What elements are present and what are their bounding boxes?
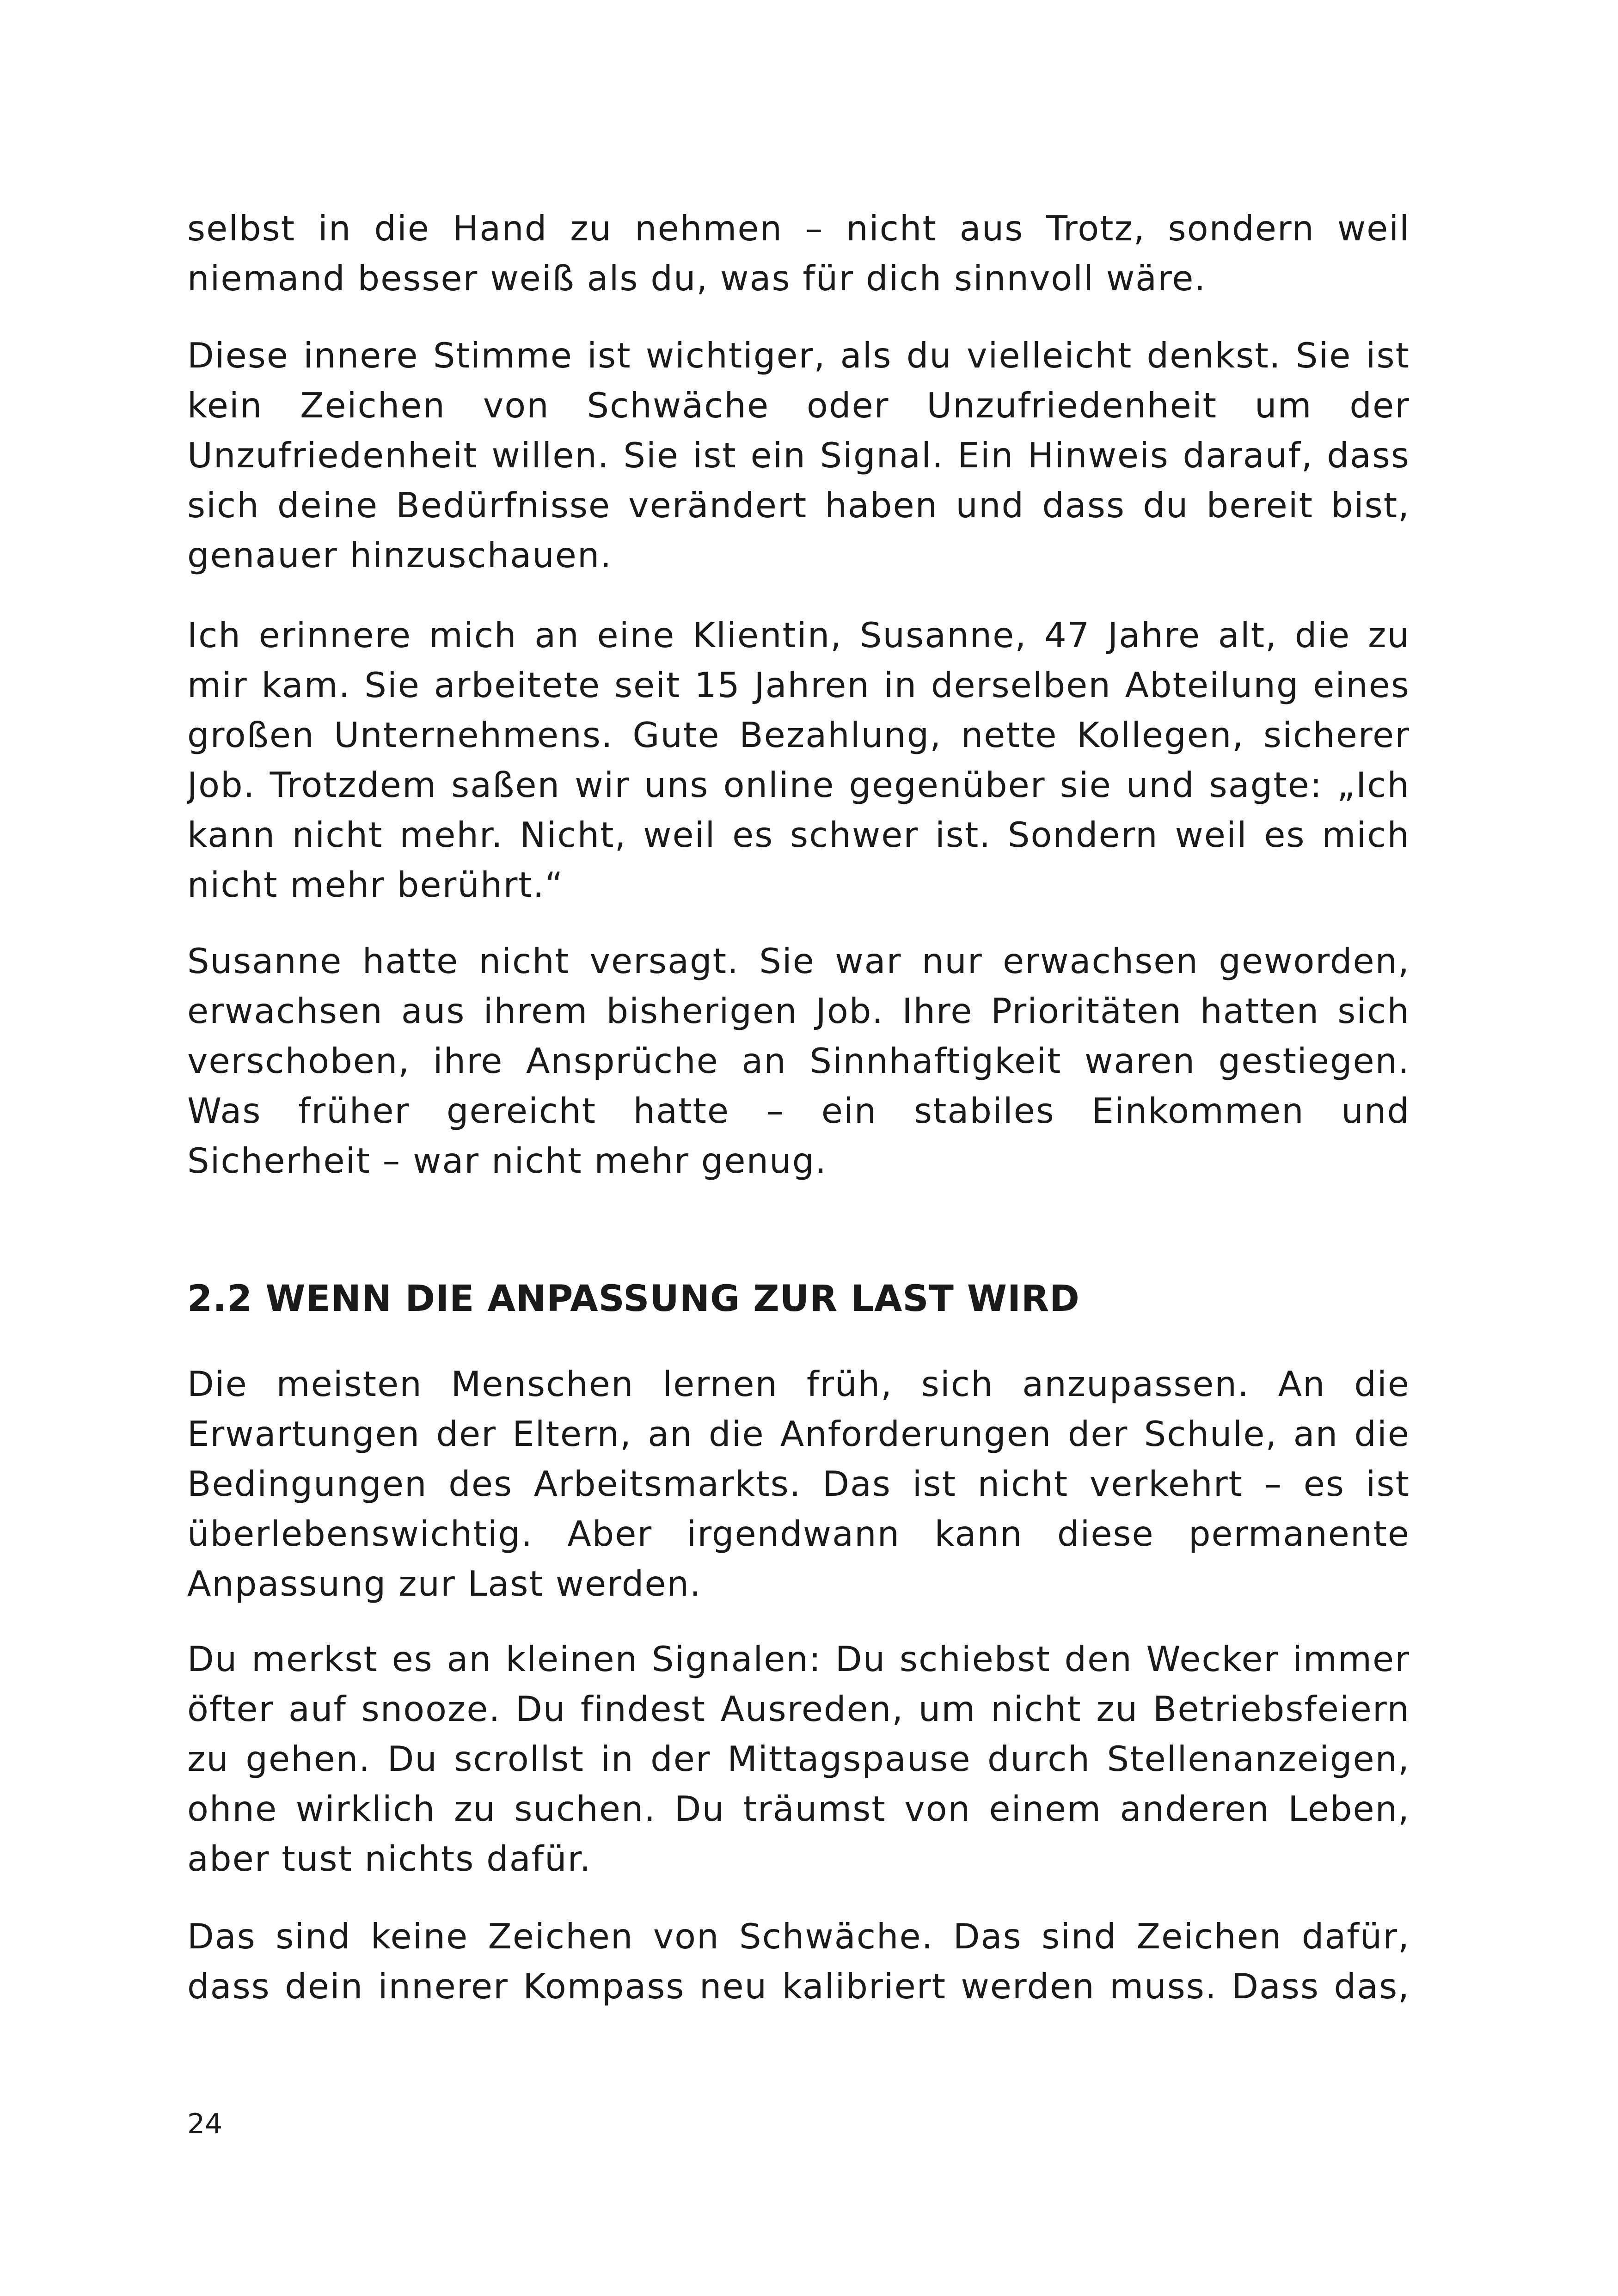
paragraph-line: kein Zeichen von Schwäche oder Unzufriedenheit um der bbox=[187, 385, 1410, 426]
paragraph-7 bbox=[187, 1911, 1410, 2011]
paragraph-line: nicht mehr berührt.“ bbox=[187, 864, 564, 905]
paragraph-line: Erwartungen der Eltern, an die Anforderungen der Schule, an die bbox=[187, 1414, 1410, 1454]
paragraph-line: Anpassung zur Last werden. bbox=[187, 1563, 702, 1604]
paragraph-line: Sicherheit – war nicht mehr genug. bbox=[187, 1140, 827, 1181]
paragraph-line: selbst in die Hand zu nehmen – nicht aus Trotz, sondern weil bbox=[187, 208, 1410, 249]
paragraph-line: Bedingungen des Arbeitsmarkts. Das ist nicht verkehrt – es ist bbox=[187, 1463, 1410, 1504]
paragraph-line: dass dein innerer Kompass neu kalibriert werden muss. Dass das, bbox=[187, 1966, 1410, 2007]
paragraph-line: genauer hinzuschauen. bbox=[187, 535, 613, 576]
paragraph-line: Job. Trotzdem saßen wir uns online gegenüber sie und sagte: „Ich bbox=[187, 765, 1410, 805]
paragraph-line: Was früher gereicht hatte – ein stabiles Einkommen und bbox=[187, 1090, 1410, 1131]
paragraph-line: verschoben, ihre Ansprüche an Sinnhaftigkeit waren gestiegen. bbox=[187, 1041, 1410, 1081]
paragraph-line: ohne wirklich zu suchen. Du träumst von einem anderen Leben, bbox=[187, 1788, 1410, 1829]
paragraph-line: zu gehen. Du scrollst in der Mittagspause durch Stellenanzeigen, bbox=[187, 1739, 1410, 1779]
paragraph-5 bbox=[187, 1359, 1410, 1609]
paragraph-line: Ich erinnere mich an eine Klientin, Susanne, 47 Jahre alt, die zu bbox=[187, 615, 1410, 655]
paragraph-line: Das sind keine Zeichen von Schwäche. Das sind Zeichen dafür, bbox=[187, 1916, 1410, 1957]
paragraph-line: sich deine Bedürfnisse verändert haben und dass du bereit bist, bbox=[187, 485, 1410, 526]
paragraph-3 bbox=[187, 610, 1410, 910]
paragraph-1 bbox=[187, 203, 1410, 303]
paragraph-line: Du merkst es an kleinen Signalen: Du schiebst den Wecker immer bbox=[187, 1639, 1410, 1679]
paragraph-line: Diese innere Stimme ist wichtiger, als du vielleicht denkst. Sie ist bbox=[187, 335, 1410, 376]
page-number: 24 bbox=[187, 2108, 223, 2140]
paragraph-line: Susanne hatte nicht versagt. Sie war nur erwachsen geworden, bbox=[187, 941, 1410, 981]
section-heading: 2.2 WENN DIE ANPASSUNG ZUR LAST WIRD bbox=[187, 1278, 1080, 1320]
paragraph-line: kann nicht mehr. Nicht, weil es schwer ist. Sondern weil es mich bbox=[187, 814, 1410, 855]
paragraph-line: mir kam. Sie arbeitete seit 15 Jahren in derselben Abteilung eines bbox=[187, 665, 1410, 705]
paragraph-2 bbox=[187, 331, 1410, 580]
paragraph-line: öfter auf snooze. Du findest Ausreden, um nicht zu Betriebsfeiern bbox=[187, 1689, 1410, 1729]
paragraph-line: aber tust nichts dafür. bbox=[187, 1838, 592, 1879]
paragraph-line: Unzufriedenheit willen. Sie ist ein Signal. Ein Hinweis darauf, dass bbox=[187, 435, 1410, 476]
paragraph-line: niemand besser weiß als du, was für dich sinnvoll wäre. bbox=[187, 258, 1207, 299]
paragraph-4 bbox=[187, 936, 1410, 1186]
paragraph-line: großen Unternehmens. Gute Bezahlung, nette Kollegen, sicherer bbox=[187, 715, 1410, 755]
paragraph-line: überlebenswichtig. Aber irgendwann kann diese permanente bbox=[187, 1513, 1410, 1554]
paragraph-line: Die meisten Menschen lernen früh, sich anzupassen. An die bbox=[187, 1364, 1410, 1404]
paragraph-line: erwachsen aus ihrem bisherigen Job. Ihre Prioritäten hatten sich bbox=[187, 991, 1410, 1031]
paragraph-6 bbox=[187, 1634, 1410, 1884]
